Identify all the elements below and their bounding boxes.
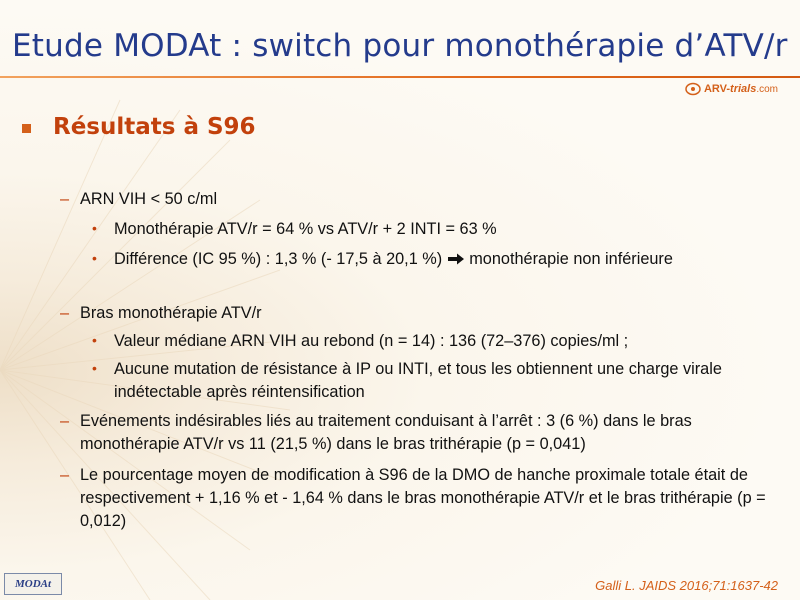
logo-suffix: trials (730, 83, 757, 95)
study-badge: MODAt (4, 573, 62, 595)
dot-bullet: • (92, 332, 97, 348)
arv-trials-logo (685, 82, 778, 96)
list-item (60, 188, 780, 211)
dash-bullet: – (60, 304, 70, 322)
list-subitem (92, 358, 752, 404)
right-arrow-icon (447, 253, 465, 265)
list-subitem (92, 248, 752, 271)
conclusion-text: monothérapie non inférieure (469, 250, 673, 268)
section-heading (22, 114, 256, 140)
list-subitem (92, 330, 752, 353)
list-item (60, 410, 780, 456)
logo-domain: .com (756, 84, 778, 95)
list-subitem-text: Monothérapie ATV/r = 64 % vs ATV/r + 2 INTI = 63 % (114, 220, 497, 238)
page-title: Etude MODAt : switch pour monothérapie d’ATV/r (12, 28, 788, 64)
list-subitem (92, 218, 752, 241)
logo-text (704, 83, 778, 95)
list-item-text: Le pourcentage moyen de modification à S96 de la DMO de hanche proximale totale était de respectivement + 1,16 % et - 1,64 % dans le bras monothérapie ATV/r et le bras trithérapie (p = 0,012) (80, 466, 766, 530)
dot-bullet: • (92, 360, 97, 376)
list-subitem-text (92, 248, 752, 271)
list-item-text: Evénements indésirables liés au traitement conduisant à l’arrêt : 3 (6 %) dans le bras monothérapie ATV/r vs 11 (21,5 %) dans le bras trithérapie (p = 0,041) (80, 412, 692, 453)
list-subitem-text: Aucune mutation de résistance à IP ou INTI, et tous les obtiennent une charge virale indétectable après réintensification (114, 360, 722, 401)
list-subitem-text: Valeur médiane ARN VIH au rebond (n = 14) : 136 (72–376) copies/ml ; (114, 332, 629, 350)
section-heading-text: Résultats à S96 (53, 114, 256, 140)
dot-bullet: • (92, 220, 97, 236)
title-divider (0, 76, 800, 78)
list-item-text: Bras monothérapie ATV/r (80, 304, 262, 322)
square-bullet-icon (22, 124, 31, 133)
list-item (60, 464, 780, 533)
dash-bullet: – (60, 412, 70, 430)
dot-bullet: • (92, 250, 97, 266)
logo-brand: ARV- (703, 83, 731, 95)
arv-trials-logo-icon (685, 82, 701, 96)
difference-text: Différence (IC 95 %) : 1,3 % (- 17,5 à 20,1 %) (114, 250, 443, 268)
citation-reference: Galli L. JAIDS 2016;71:1637-42 (595, 578, 778, 593)
dash-bullet: – (60, 190, 70, 208)
dash-bullet: – (60, 466, 70, 484)
list-item (60, 302, 780, 325)
list-item-text: ARN VIH < 50 c/ml (80, 190, 218, 208)
